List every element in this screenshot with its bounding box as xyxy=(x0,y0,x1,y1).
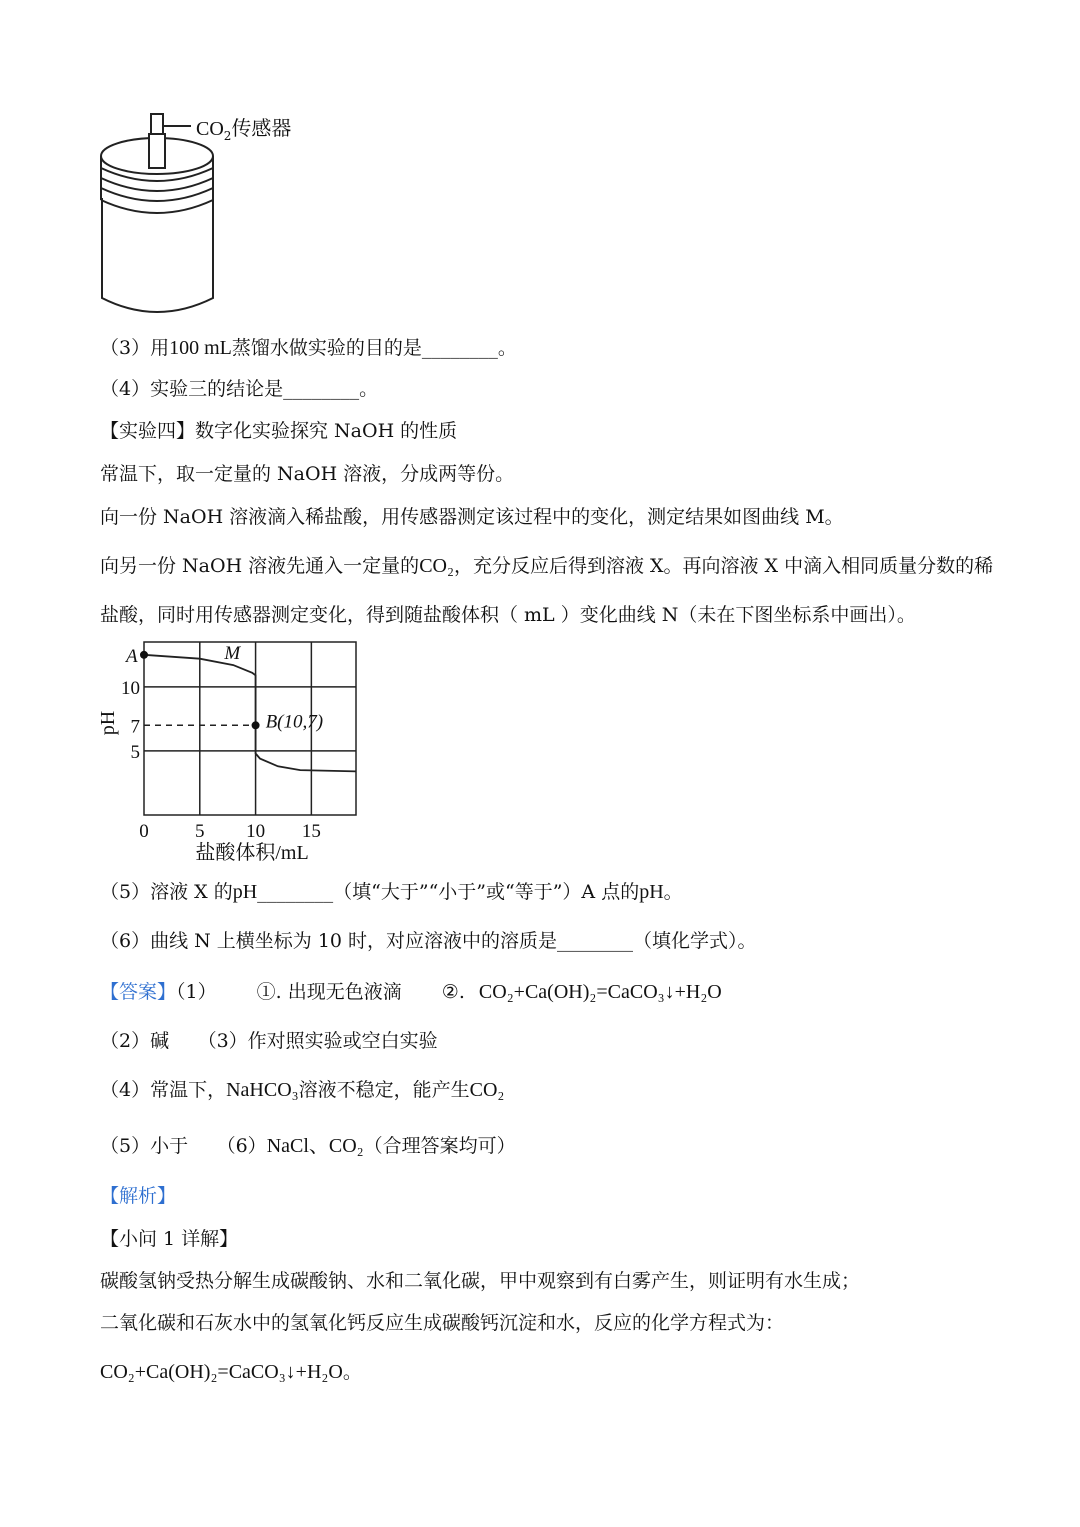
analysis-tag: 【解析】 xyxy=(100,1185,177,1207)
analysis-para-2: 二氧化碳和石灰水中的氢氧化钙反应生成碳酸钙沉淀和水，反应的化学方程式为： xyxy=(100,1312,785,1334)
exp4-title: 【实验四】数字化实验探究 NaOH 的性质 xyxy=(100,420,458,442)
analysis-equation: CO₂+Ca(OH)₂=CaCO₃↓+H₂O。 xyxy=(100,1361,362,1383)
subquestion-1-heading: 【小问 1 详解】 xyxy=(100,1228,239,1250)
y-tick-label: 7 xyxy=(130,716,140,738)
y-tick-label: 10 xyxy=(121,677,140,699)
label-A: A xyxy=(126,645,138,667)
exp4-line1: 常温下，取一定量的 NaOH 溶液，分成两等份。 xyxy=(100,463,515,485)
question-4: （4）实验三的结论是________。 xyxy=(100,378,379,400)
exp4-line4: 盐酸，同时用传感器测定变化，得到随盐酸体积（ mL ）变化曲线 N（未在下图坐标系中画出）。 xyxy=(100,604,916,626)
plot-frame xyxy=(144,642,356,815)
question-3: （3）用100 mL蒸馏水做实验的目的是________。 xyxy=(100,337,517,359)
x-tick-label: 5 xyxy=(195,821,205,842)
answer-line-2: （2）碱 （3）作对照实验或空白实验 xyxy=(100,1030,438,1052)
equation: CO₂+Ca(OH)₂=CaCO₃↓+H₂O xyxy=(478,981,722,1003)
question-6: （6）曲线 N 上横坐标为 10 时，对应溶液中的溶质是________（填化学式）。 xyxy=(100,930,757,952)
sensor-label: $CO_2$传感器 xyxy=(196,116,292,143)
label-B: B(10,7) xyxy=(265,711,324,733)
exp4-line3: 向另一份 NaOH 溶液先通入一定量的CO₂，充分反应后得到溶液 X。再向溶液 X 中滴入相同质量分数的稀 xyxy=(100,555,994,577)
y-axis-label: pH xyxy=(97,710,119,736)
x-tick-label: 15 xyxy=(301,821,321,842)
y-tick-label: 5 xyxy=(130,741,140,763)
analysis-para-1: 碳酸氢钠受热分解生成碳酸钠、水和二氧化碳，甲中观察到有白雾产生，则证明有水生成； xyxy=(100,1270,861,1292)
x-axis-label: 盐酸体积/mL xyxy=(195,842,309,864)
answer-line-3: （4）常温下，NaHCO₃溶液不稳定，能产生CO₂ xyxy=(100,1079,505,1101)
label-M: M xyxy=(224,642,241,664)
point-A xyxy=(140,651,148,659)
exp4-line2: 向一份 NaOH 溶液滴入稀盐酸，用传感器测定该过程中的变化，测定结果如图曲线 M。 xyxy=(100,506,844,528)
point-B xyxy=(252,721,260,729)
x-tick-label: 0 xyxy=(139,821,149,842)
x-tick-label: 10 xyxy=(246,821,266,842)
answer-line-1: 【答案】（1） ①. 出现无色液滴 ②. CO₂+Ca(OH)₂=CaCO₃↓+H₂O xyxy=(100,981,722,1003)
co2-formula: CO₂ xyxy=(419,555,454,577)
answer-line-4: （5）小于 （6）NaCl、CO₂（合理答案均可） xyxy=(100,1135,516,1157)
question-5: （5）溶液 X 的pH________（填“大于”“小于”或“等于”）A 点的pH。 xyxy=(100,881,683,903)
answer-tag: 【答案】 xyxy=(100,981,177,1003)
series-line-M xyxy=(144,655,356,772)
ph-chart xyxy=(95,635,375,870)
